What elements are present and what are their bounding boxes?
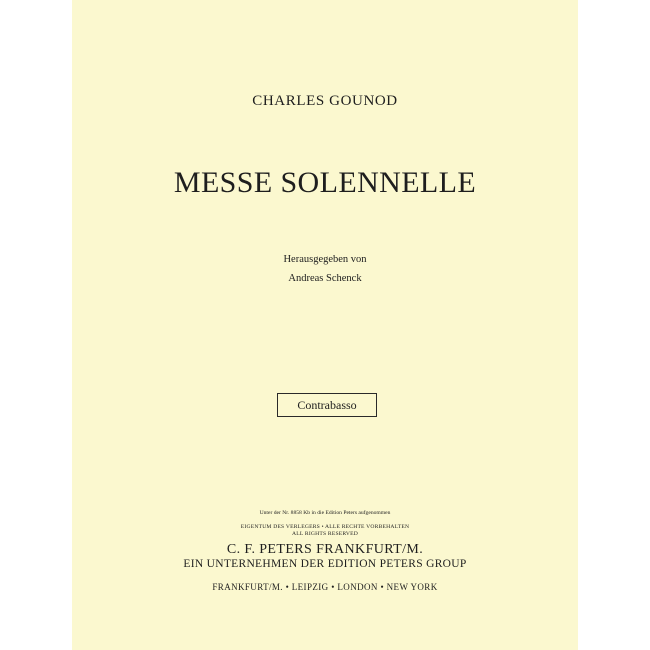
catalog-note: Unter der Nr. 8858 Kb in die Edition Peters aufgenommen: [259, 510, 391, 516]
editor-name: Andreas Schenck: [288, 273, 362, 284]
publisher-name: C. F. PETERS FRANKFURT/M.: [226, 542, 424, 557]
composer-name: CHARLES GOUNOD: [252, 93, 398, 109]
work-title: MESSE SOLENNELLE: [173, 166, 477, 199]
editor-label: Herausgegeben von: [283, 254, 367, 265]
publisher-group: EIN UNTERNEHMEN DER EDITION PETERS GROUP: [183, 558, 467, 570]
publisher-cities: FRANKFURT/M. • LEIPZIG • LONDON • NEW YORK: [212, 582, 438, 592]
rights-notice-english: ALL RIGHTS RESERVED: [292, 531, 358, 537]
instrument-part-label: Contrabasso: [277, 393, 377, 417]
score-cover-page: [72, 0, 578, 650]
rights-notice-german: EIGENTUM DES VERLEGERS • ALLE RECHTE VORBEHALTEN: [240, 524, 410, 530]
